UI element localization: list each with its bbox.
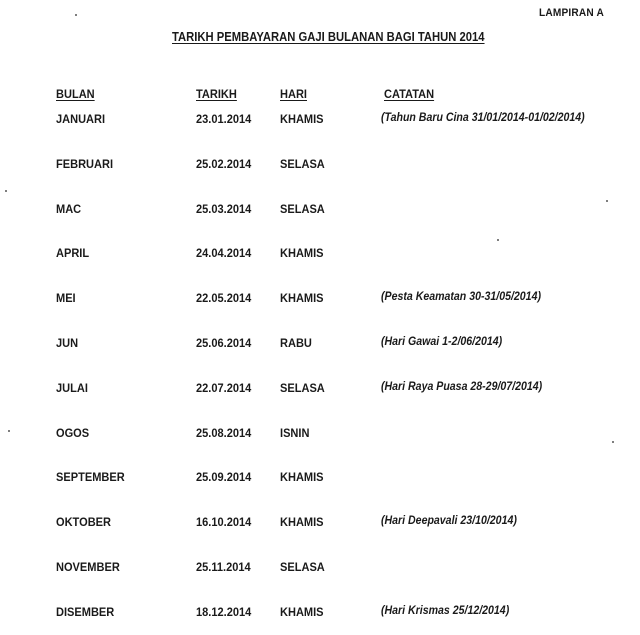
page-title: TARIKH PEMBAYARAN GAJI BULANAN BAGI TAHUN 2014 <box>172 30 485 44</box>
day-cell: KHAMIS <box>280 605 324 619</box>
note-cell: (Tahun Baru Cina 31/01/2014-01/02/2014) <box>381 112 585 124</box>
scan-speck <box>75 14 77 16</box>
header-catatan: CATATAN <box>384 87 435 101</box>
day-cell: KHAMIS <box>280 112 324 126</box>
table-row <box>0 560 640 580</box>
note-cell: (Hari Raya Puasa 28-29/07/2014) <box>381 381 543 393</box>
day-cell: RABU <box>280 336 312 350</box>
table-row <box>0 605 640 625</box>
note-cell: (Hari Deepavali 23/10/2014) <box>381 515 517 527</box>
date-cell: 25.06.2014 <box>196 336 252 350</box>
day-cell: KHAMIS <box>280 515 324 529</box>
date-cell: 25.09.2014 <box>196 470 252 484</box>
date-cell: 23.01.2014 <box>196 112 252 126</box>
table-row <box>0 470 640 490</box>
header-bulan: BULAN <box>56 87 95 101</box>
header-hari: HARI <box>280 87 307 101</box>
scan-speck <box>606 200 608 202</box>
table-row <box>0 336 640 356</box>
scan-speck <box>612 441 614 443</box>
table-row <box>0 291 640 311</box>
date-cell: 18.12.2014 <box>196 605 252 619</box>
month-cell: OGOS <box>56 426 90 440</box>
month-cell: NOVEMBER <box>56 560 120 574</box>
month-cell: DISEMBER <box>56 605 115 619</box>
month-cell: SEPTEMBER <box>56 470 125 484</box>
month-cell: OKTOBER <box>56 515 112 529</box>
header-tarikh: TARIKH <box>196 87 237 101</box>
table-row <box>0 246 640 266</box>
note-cell: (Pesta Keamatan 30-31/05/2014) <box>381 291 541 303</box>
table-row <box>0 426 640 446</box>
date-cell: 25.02.2014 <box>196 157 252 171</box>
scan-speck <box>497 239 499 241</box>
month-cell: FEBRUARI <box>56 157 114 171</box>
table-row <box>0 157 640 177</box>
date-cell: 22.05.2014 <box>196 291 252 305</box>
day-cell: SELASA <box>280 157 325 171</box>
scan-speck <box>5 190 7 192</box>
month-cell: MEI <box>56 291 76 305</box>
table-row <box>0 202 640 222</box>
note-cell: (Hari Gawai 1-2/06/2014) <box>381 336 503 348</box>
day-cell: KHAMIS <box>280 246 324 260</box>
month-cell: JUN <box>56 336 79 350</box>
month-cell: MAC <box>56 202 82 216</box>
day-cell: SELASA <box>280 381 325 395</box>
date-cell: 25.08.2014 <box>196 426 252 440</box>
day-cell: SELASA <box>280 560 325 574</box>
table-row <box>0 515 640 535</box>
day-cell: ISNIN <box>280 426 310 440</box>
date-cell: 16.10.2014 <box>196 515 252 529</box>
day-cell: KHAMIS <box>280 470 324 484</box>
month-cell: JULAI <box>56 381 88 395</box>
day-cell: SELASA <box>280 202 325 216</box>
day-cell: KHAMIS <box>280 291 324 305</box>
date-cell: 25.03.2014 <box>196 202 252 216</box>
date-cell: 22.07.2014 <box>196 381 252 395</box>
date-cell: 25.11.2014 <box>196 560 251 574</box>
month-cell: JANUARI <box>56 112 106 126</box>
appendix-label: LAMPIRAN A <box>539 7 605 19</box>
table-row <box>0 381 640 401</box>
note-cell: (Hari Krismas 25/12/2014) <box>381 605 510 617</box>
date-cell: 24.04.2014 <box>196 246 252 260</box>
month-cell: APRIL <box>56 246 90 260</box>
scan-speck <box>8 430 10 432</box>
table-row <box>0 112 640 132</box>
